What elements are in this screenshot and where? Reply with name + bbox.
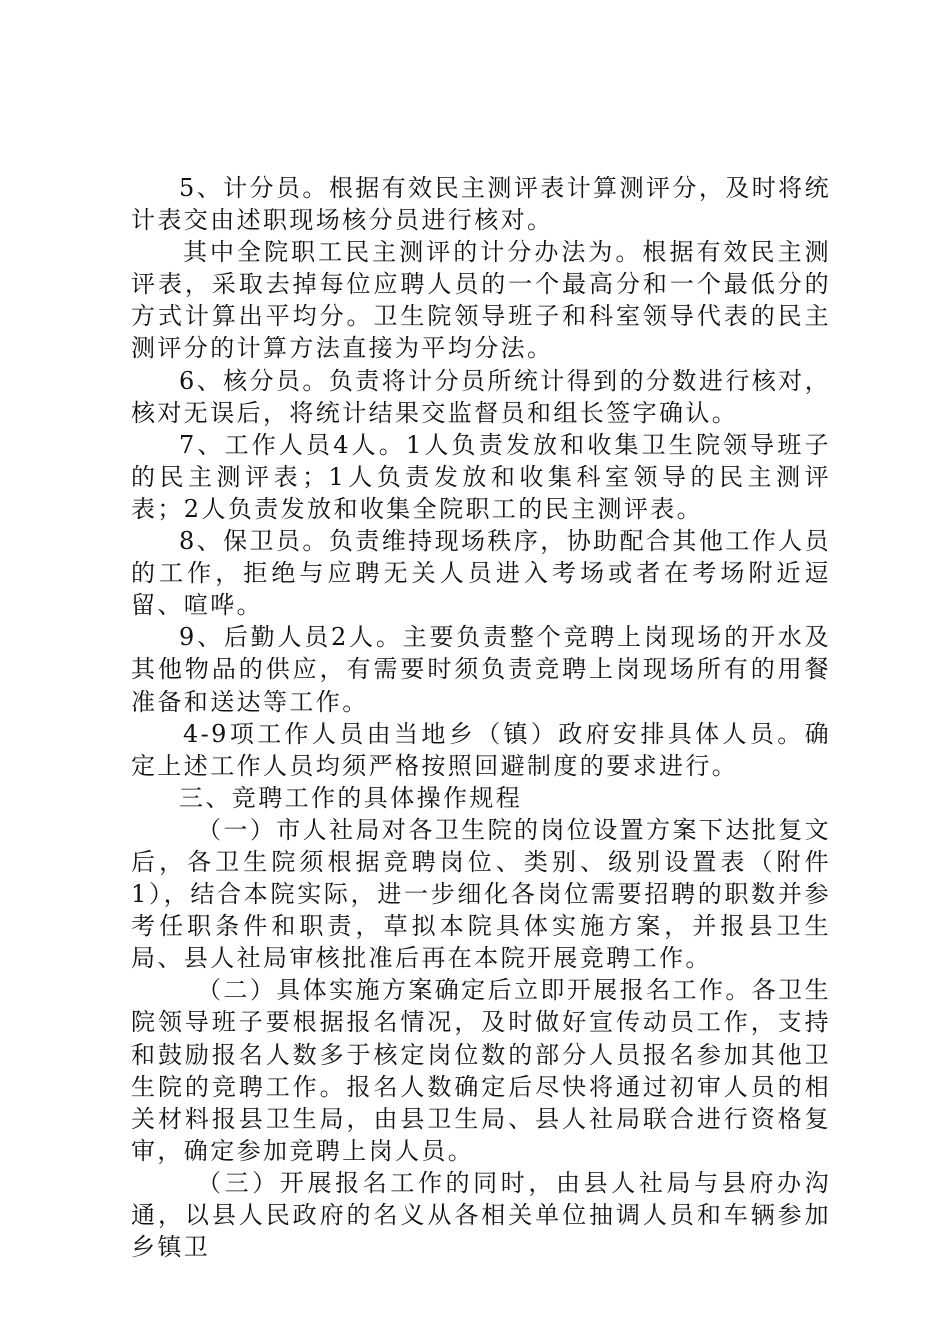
paragraph-staff: 7、工作人员4人。1人负责发放和收集卫生院领导班子的民主测评表；1人负责发放和收集科室领导的民主测评表；2人负责发放和收集全院职工的民主测评表。 (131, 430, 831, 523)
paragraph-scoring-method: 其中全院职工民主测评的计分办法为。根据有效民主测评表，采取去掉每位应聘人员的一个最高分和一个最低分的方式计算出平均分。卫生院领导班子和科室领导代表的民主测评分的计算方法直接为平均分法。 (131, 238, 831, 363)
paragraph-procedure-1: （一）市人社局对各卫生院的岗位设置方案下达批复文后，各卫生院须根据竞聘岗位、类别、级别设置表（附件1），结合本院实际，进一步细化各岗位需要招聘的职数并参考任职条件和职责，草拟本院具体实施方案，并报县卫生局、县人社局审核批准后再在本院开展竞聘工作。 (131, 815, 831, 973)
paragraph-scorer: 5、计分员。根据有效民主测评表计算测评分，及时将统计表交由述职现场核分员进行核对。 (131, 174, 831, 235)
paragraph-score-checker: 6、核分员。负责将计分员所统计得到的分数进行核对，核对无误后，将统计结果交监督员和组长签字确认。 (131, 366, 831, 427)
paragraph-security: 8、保卫员。负责维持现场秩序，协助配合其他工作人员的工作，拒绝与应聘无关人员进入考场或者在考场附近逗留、喧哗。 (131, 527, 831, 620)
section-heading-procedures: 三、竞聘工作的具体操作规程 (179, 783, 523, 812)
paragraph-logistics: 9、后勤人员2人。主要负责整个竞聘上岗现场的开水及其他物品的供应，有需要时须负责竞聘上岗现场所有的用餐准备和送达等工作。 (131, 623, 831, 716)
paragraph-staff-arrangement: 4-9项工作人员由当地乡（镇）政府安排具体人员。确定上述工作人员均须严格按照回避制度的要求进行。 (131, 719, 831, 780)
paragraph-procedure-3: （三）开展报名工作的同时，由县人社局与县府办沟通，以县人民政府的名义从各相关单位抽调人员和车辆参加乡镇卫 (131, 1168, 831, 1262)
document-body (131, 172, 831, 1263)
paragraph-procedure-2: （二）具体实施方案确定后立即开展报名工作。各卫生院领导班子要根据报名情况，及时做好宣传动员工作，支持和鼓励报名人数多于核定岗位数的部分人员报名参加其他卫生院的竞聘工作。报名人数确定后尽快将通过初审人员的相关材料报县卫生局，由县卫生局、县人社局联合进行资格复审，确定参加竞聘上岗人员。 (131, 976, 831, 1165)
